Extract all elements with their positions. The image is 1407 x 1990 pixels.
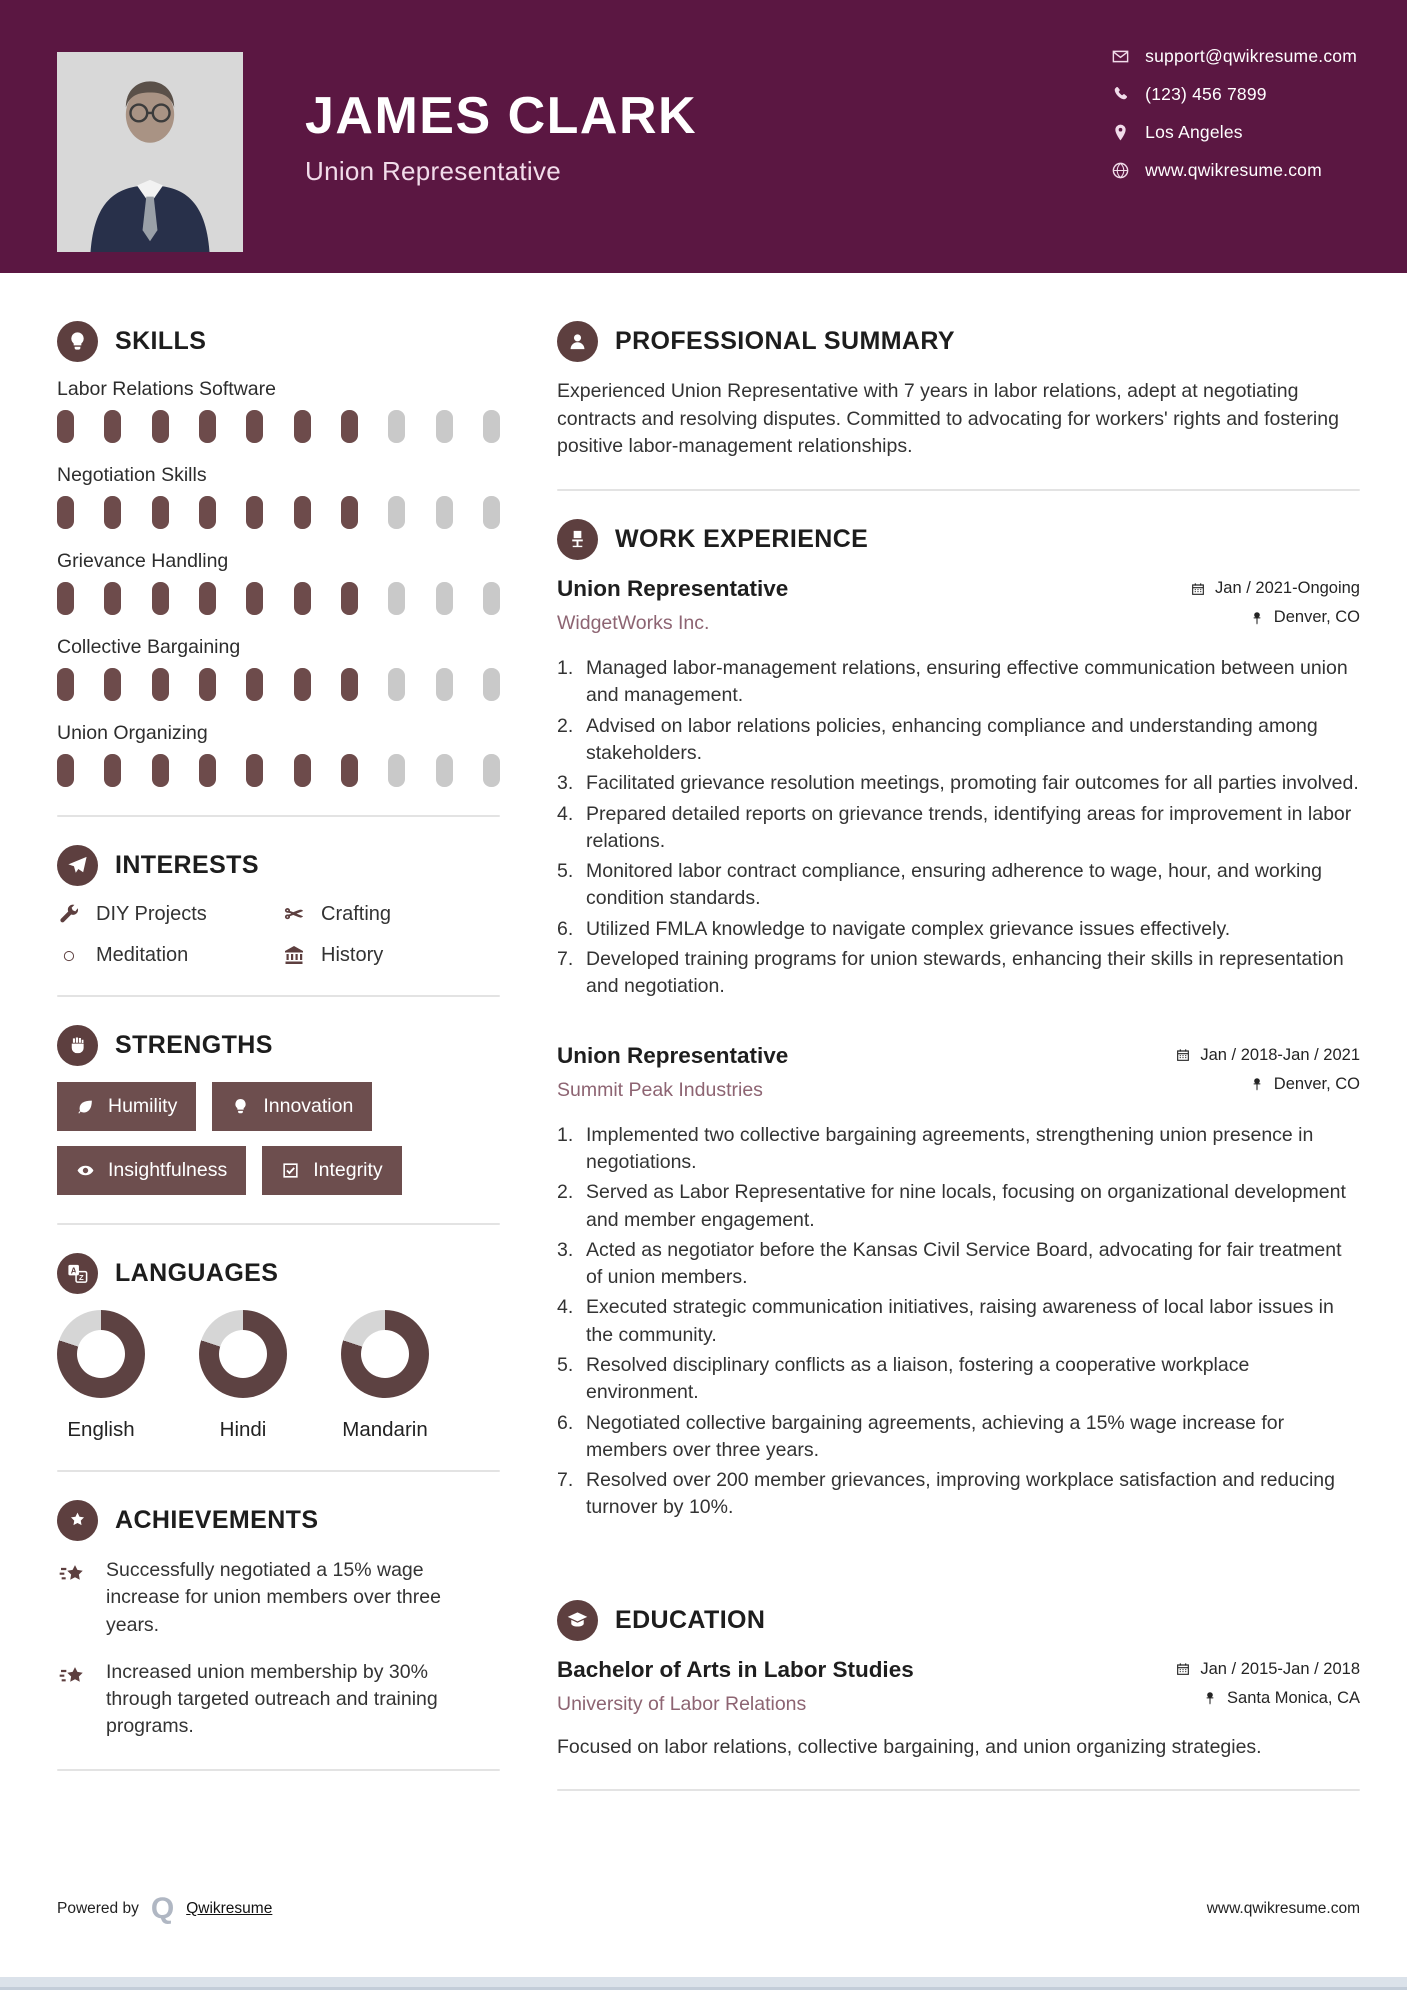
skill-segment-empty xyxy=(388,582,405,615)
lightbulb-icon xyxy=(231,1097,250,1116)
skill-segment-filled xyxy=(294,410,311,443)
language-item: English xyxy=(57,1310,145,1442)
skill-segment-filled xyxy=(152,754,169,787)
bullet-item: 4. Executed strategic communication initiatives, raising awareness of local labor issues in the community. xyxy=(557,1296,1334,1346)
contact-email-text: support@qwikresume.com xyxy=(1145,46,1357,66)
eye-icon xyxy=(76,1161,95,1180)
interests-header xyxy=(57,845,500,886)
person-icon xyxy=(557,321,598,362)
contact-list xyxy=(1111,46,1357,198)
skill-segment-filled xyxy=(104,410,121,443)
skill-level-bar xyxy=(57,410,500,443)
achievement-item: Increased union membership by 30% through targeted outreach and training programs. xyxy=(57,1659,500,1741)
contact-location-text: Los Angeles xyxy=(1145,122,1243,142)
strength-badge: Humility xyxy=(57,1082,196,1131)
skill-segment-filled xyxy=(199,582,216,615)
skill-segment-empty xyxy=(436,668,453,701)
qwikresume-logo: Q xyxy=(150,1892,175,1925)
page-footer xyxy=(57,1894,1360,1924)
skill-segment-filled xyxy=(294,496,311,529)
strength-badges xyxy=(57,1082,500,1195)
experience-section xyxy=(557,519,1360,1522)
summary-text: Experienced Union Representative with 7 years in labor relations, adept at negotiating contracts and resolving disputes. Committed to advocating for workers' rights and fostering positive labor-management relationships. xyxy=(557,380,1339,458)
pushpin-icon xyxy=(1249,1076,1265,1092)
skill-segment-filled xyxy=(294,754,311,787)
job-title-block: Union Representative WidgetWorks Inc. xyxy=(557,576,789,635)
strength-badge: Integrity xyxy=(262,1146,401,1195)
svg-text:Z: Z xyxy=(78,1273,84,1283)
skill-segment-filled xyxy=(294,668,311,701)
body-columns xyxy=(0,273,1407,1819)
skill-segment-empty xyxy=(483,754,500,787)
job-entry xyxy=(557,1043,1360,1522)
skill-segment-filled xyxy=(152,496,169,529)
left-column xyxy=(57,321,500,1799)
candidate-name: JAMES CLARK xyxy=(305,87,698,145)
interest-item: ✂ Crafting xyxy=(282,902,500,926)
bullet-item: 4. Prepared detailed reports on grievance trends, identifying areas for improvement in labor relations. xyxy=(557,802,1352,852)
skill-row: Union Organizing xyxy=(57,722,500,787)
strength-badge: Insightfulness xyxy=(57,1146,246,1195)
summary-title: PROFESSIONAL SUMMARY xyxy=(615,327,955,355)
skill-segment-empty xyxy=(436,754,453,787)
graduation-cap-icon xyxy=(557,1600,598,1641)
skill-segment-filled xyxy=(104,496,121,529)
skill-segment-empty xyxy=(388,754,405,787)
skill-segment-empty xyxy=(483,410,500,443)
shooting-star-icon xyxy=(57,1559,89,1591)
degree-title: Bachelor of Arts in Labor Studies xyxy=(557,1656,914,1682)
svg-text:A: A xyxy=(70,1266,77,1276)
strength-badge: Innovation xyxy=(212,1082,372,1131)
skill-segment-empty xyxy=(388,410,405,443)
skill-segment-filled xyxy=(199,668,216,701)
pushpin-icon xyxy=(1249,610,1265,626)
skill-segment-filled xyxy=(199,754,216,787)
skill-segment-filled xyxy=(104,754,121,787)
experience-header xyxy=(557,519,1360,560)
education-header xyxy=(557,1600,1360,1641)
contact-phone xyxy=(1111,84,1357,105)
skill-segment-empty xyxy=(436,410,453,443)
powered-by-label: Powered by xyxy=(57,1900,139,1917)
skill-segment-filled xyxy=(294,582,311,615)
language-item: Hindi xyxy=(199,1310,287,1442)
bullet-item: 6. Utilized FMLA knowledge to navigate complex grievance issues effectively. xyxy=(557,917,1231,940)
language-donuts xyxy=(57,1310,500,1442)
skills-header xyxy=(57,321,500,362)
profile-photo xyxy=(57,52,243,252)
strengths-header xyxy=(57,1025,500,1066)
skill-segment-filled xyxy=(57,754,74,787)
job-meta xyxy=(1175,1043,1360,1104)
skill-segment-filled xyxy=(104,668,121,701)
experience-title: WORK EXPERIENCE xyxy=(615,525,869,554)
interests-title: INTERESTS xyxy=(115,851,259,879)
identity-block xyxy=(305,86,697,187)
skill-segment-filled xyxy=(341,410,358,443)
calendar-icon xyxy=(1175,1661,1191,1677)
strengths-section xyxy=(57,1025,500,1195)
footer-website: www.qwikresume.com xyxy=(1206,1900,1360,1917)
paper-plane-icon xyxy=(57,845,98,886)
skill-segment-empty xyxy=(388,496,405,529)
job-meta xyxy=(1190,576,1360,637)
bullet-item: 1. Implemented two collective bargaining agreements, strengthening union presence in negotiations. xyxy=(557,1123,1314,1173)
skill-level-bar xyxy=(57,496,500,529)
languages-header xyxy=(57,1253,500,1294)
skill-segment-filled xyxy=(57,410,74,443)
contact-email[interactable] xyxy=(1111,46,1357,67)
qwikresume-link[interactable]: Qwikresume xyxy=(186,1900,273,1917)
skills-section xyxy=(57,321,500,787)
phone-icon xyxy=(1111,85,1130,104)
interests-section xyxy=(57,845,500,967)
achievements-header xyxy=(57,1500,500,1541)
job-head xyxy=(557,576,1360,637)
skills-title: SKILLS xyxy=(115,327,207,355)
interest-item: ○ Meditation xyxy=(57,943,282,967)
job-entry xyxy=(557,576,1360,1001)
skill-segment-filled xyxy=(246,668,263,701)
job-head xyxy=(557,1043,1360,1104)
job-location: Denver, CO xyxy=(1175,1075,1360,1094)
language-donut-chart xyxy=(341,1310,429,1398)
header-band xyxy=(0,0,1407,273)
calendar-icon xyxy=(1175,1047,1191,1063)
bullet-item: 5. Resolved disciplinary conflicts as a liaison, fostering a cooperative workplace environment. xyxy=(557,1354,1250,1404)
job-title-block: Union Representative Summit Peak Industries xyxy=(557,1042,789,1101)
section-divider xyxy=(57,995,500,997)
section-divider xyxy=(557,1789,1360,1791)
leaf-icon xyxy=(76,1097,95,1116)
bullet-item: 3. Facilitated grievance resolution meetings, promoting fair outcomes for all parties involved. xyxy=(557,772,1359,795)
summary-header xyxy=(557,321,1360,362)
skill-segment-filled xyxy=(246,410,263,443)
skill-segment-empty xyxy=(483,582,500,615)
section-divider xyxy=(57,1223,500,1225)
skill-segment-filled xyxy=(341,668,358,701)
skill-segment-filled xyxy=(57,582,74,615)
section-divider xyxy=(57,815,500,817)
education-head xyxy=(557,1657,1360,1718)
skill-segment-empty xyxy=(388,668,405,701)
skill-segment-filled xyxy=(152,582,169,615)
skill-segment-empty xyxy=(483,496,500,529)
skill-segment-filled xyxy=(341,496,358,529)
skill-segment-empty xyxy=(436,582,453,615)
contact-website-text: www.qwikresume.com xyxy=(1145,160,1322,180)
skill-segment-filled xyxy=(341,754,358,787)
skill-level-bar xyxy=(57,754,500,787)
globe-icon xyxy=(1111,161,1130,180)
bullet-item: 7. Developed training programs for union stewards, enhancing their skills in representation and negotiation. xyxy=(557,948,1344,998)
achievement-item: Successfully negotiated a 15% wage increase for union members over three years. xyxy=(57,1557,500,1639)
education-degree-block xyxy=(557,1657,914,1716)
skill-segment-filled xyxy=(246,582,263,615)
powered-by-block xyxy=(57,1894,272,1924)
skill-level-bar xyxy=(57,582,500,615)
job-dates: Jan / 2018-Jan / 2021 xyxy=(1175,1046,1360,1065)
contact-website[interactable] xyxy=(1111,160,1357,181)
job-dates: Jan / 2021-Ongoing xyxy=(1190,579,1360,598)
scissors-icon: ✂ xyxy=(284,900,304,927)
education-section xyxy=(557,1600,1360,1762)
email-icon xyxy=(1111,47,1130,66)
museum-icon xyxy=(282,943,306,967)
bullet-item: 6. Negotiated collective bargaining agreements, achieving a 15% wage increase for members over three years. xyxy=(557,1411,1285,1461)
page-bottom-strip xyxy=(0,1977,1407,1990)
education-title: EDUCATION xyxy=(615,1605,766,1634)
language-donut-chart xyxy=(199,1310,287,1398)
skill-segment-filled xyxy=(341,582,358,615)
skill-row: Negotiation Skills xyxy=(57,464,500,529)
skill-segment-filled xyxy=(246,496,263,529)
circle-icon: ○ xyxy=(62,941,76,968)
interest-item: DIY Projects xyxy=(57,902,282,926)
achievements-title: ACHIEVEMENTS xyxy=(115,1506,319,1534)
skill-segment-filled xyxy=(152,668,169,701)
right-column xyxy=(557,321,1360,1819)
bullet-item: 2. Advised on labor relations policies, enhancing compliance and understanding among stakeholders. xyxy=(557,714,1318,764)
skill-segment-empty xyxy=(483,668,500,701)
profile-photo-placeholder xyxy=(57,52,243,252)
job-location: Denver, CO xyxy=(1190,608,1360,627)
skill-row: Grievance Handling xyxy=(57,550,500,615)
education-meta xyxy=(1175,1657,1360,1718)
interests-grid xyxy=(57,902,500,967)
translate-icon xyxy=(57,1253,98,1294)
education-location: Santa Monica, CA xyxy=(1175,1689,1360,1708)
bullet-item: 3. Acted as negotiator before the Kansas Civil Service Board, advocating for fair treatment of union members. xyxy=(557,1238,1342,1289)
lightbulb-icon xyxy=(57,321,98,362)
job-bullets xyxy=(557,1122,1360,1522)
skill-segment-filled xyxy=(246,754,263,787)
bullet-item: 2. Served as Labor Representative for nine locals, focusing on organizational development and member engagement. xyxy=(557,1181,1346,1231)
summary-section xyxy=(557,321,1360,461)
location-icon xyxy=(1111,123,1130,142)
star-medal-icon xyxy=(57,1500,98,1541)
job-bullets xyxy=(557,655,1360,1001)
interest-item: History xyxy=(282,943,500,967)
school-name: University of Labor Relations xyxy=(557,1692,807,1715)
skill-row: Collective Bargaining xyxy=(57,636,500,701)
section-divider xyxy=(557,489,1360,491)
education-dates: Jan / 2015-Jan / 2018 xyxy=(1175,1660,1360,1679)
skill-segment-empty xyxy=(436,496,453,529)
skill-segment-filled xyxy=(199,410,216,443)
language-donut-chart xyxy=(57,1310,145,1398)
pushpin-icon xyxy=(1202,1690,1218,1706)
strengths-title: STRENGTHS xyxy=(115,1031,273,1059)
check-square-icon xyxy=(281,1161,300,1180)
languages-title: LANGUAGES xyxy=(115,1259,279,1287)
skill-segment-filled xyxy=(57,496,74,529)
calendar-icon xyxy=(1190,581,1206,597)
education-description: Focused on labor relations, collective bargaining, and union organizing strategies. xyxy=(557,1735,1262,1758)
skill-level-bar xyxy=(57,668,500,701)
skill-segment-filled xyxy=(57,668,74,701)
section-divider xyxy=(57,1769,500,1771)
candidate-title: Union Representative xyxy=(305,156,562,186)
languages-section xyxy=(57,1253,500,1442)
skill-segment-filled xyxy=(199,496,216,529)
section-divider xyxy=(57,1470,500,1472)
wrench-icon xyxy=(57,902,81,926)
achievements-section xyxy=(57,1500,500,1741)
contact-location xyxy=(1111,122,1357,143)
contact-phone-text: (123) 456 7899 xyxy=(1145,84,1267,104)
bullet-item: 1. Managed labor-management relations, ensuring effective communication between union and management. xyxy=(557,657,1348,707)
bullet-item: 7. Resolved over 200 member grievances, improving workplace satisfaction and reducing turnover by 10%. xyxy=(557,1469,1335,1519)
skill-segment-filled xyxy=(152,410,169,443)
bullet-item: 5. Monitored labor contract compliance, ensuring adherence to wage, hour, and working condition standards. xyxy=(557,860,1323,910)
skill-segment-filled xyxy=(104,582,121,615)
language-item: Mandarin xyxy=(341,1310,429,1442)
office-chair-icon xyxy=(557,519,598,560)
fist-icon xyxy=(57,1025,98,1066)
skill-row: Labor Relations Software xyxy=(57,378,500,443)
shooting-star-icon xyxy=(57,1661,89,1693)
